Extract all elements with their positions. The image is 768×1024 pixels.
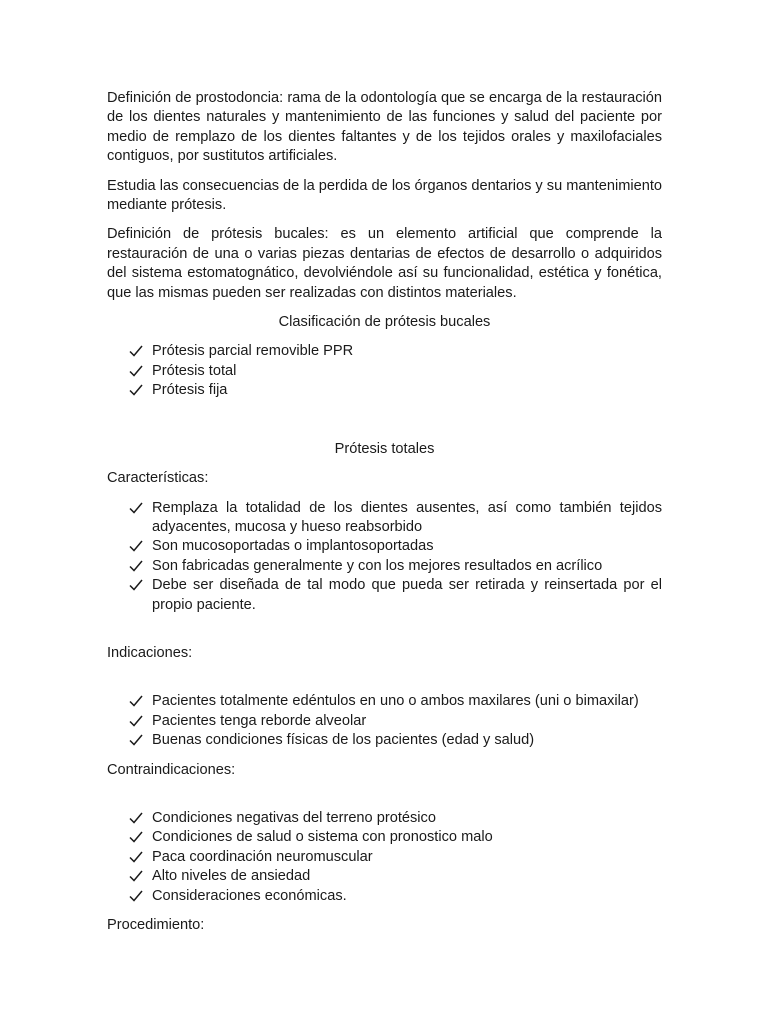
paragraph-protesis-definition: Definición de prótesis bucales: es un elemento artificial que comprende la restauración de una o varias piezas dentarias de efectos de desarrollo o adquiridos del sistema estomatognático, devolviéndole así su funcionalidad, estética y fonética, que las mismas pueden ser realizadas con distintos materiales. (107, 226, 662, 301)
list-item: Prótesis total (107, 362, 662, 381)
checkmark-icon (129, 342, 145, 361)
list-item: Alto niveles de ansiedad (107, 867, 662, 886)
list-item: Pacientes tenga reborde alveolar (107, 712, 662, 731)
list-item: Prótesis fija (107, 381, 662, 400)
checkmark-icon (129, 537, 145, 556)
list-item: Condiciones negativas del terreno protésico (107, 809, 662, 828)
heading-clasificacion: Clasificación de prótesis bucales (278, 314, 491, 331)
label-indicaciones: Indicaciones: (107, 644, 193, 661)
label-procedimiento: Procedimiento: (107, 917, 205, 933)
list-contraindicaciones (107, 809, 662, 906)
list-clasificacion (107, 342, 662, 400)
checkmark-icon (129, 381, 145, 400)
heading-protesis-totales: Prótesis totales (334, 440, 435, 457)
list-indicaciones (107, 692, 662, 750)
label-caracteristicas: Características: (107, 470, 209, 487)
checkmark-icon (129, 576, 145, 595)
list-item: Buenas condiciones físicas de los pacientes (edad y salud) (107, 731, 662, 750)
checkmark-icon (129, 362, 145, 381)
paragraph-prostodoncia-definition: Definición de prostodoncia: rama de la odontología que se encarga de la restauración de los dientes naturales y mantenimiento de las funciones y salud del paciente por medio de remplazo de los dientes faltantes y de los tejidos orales y maxilofaciales contiguos, por sustitutos artificiales. (107, 90, 662, 165)
checkmark-icon (129, 887, 145, 906)
list-item: Remplaza la totalidad de los dientes ausentes, así como también tejidos adyacentes, mucosa y hueso reabsorbido (107, 499, 662, 538)
list-item: Prótesis parcial removible PPR (107, 342, 662, 361)
list-item: Pacientes totalmente edéntulos en uno o ambos maxilares (uni o bimaxilar) (107, 692, 662, 711)
list-item: Son mucosoportadas o implantosoportadas (107, 537, 662, 556)
list-item: Debe ser diseñada de tal modo que pueda ser retirada y reinsertada por el propio paciente. (107, 576, 662, 615)
checkmark-icon (129, 731, 145, 750)
list-caracteristicas (107, 499, 662, 615)
checkmark-icon (129, 848, 145, 867)
list-item: Son fabricadas generalmente y con los mejores resultados en acrílico (107, 557, 662, 576)
checkmark-icon (129, 712, 145, 731)
list-item: Consideraciones económicas. (107, 887, 662, 906)
checkmark-icon (129, 499, 145, 518)
checkmark-icon (129, 809, 145, 828)
checkmark-icon (129, 557, 145, 576)
list-item: Condiciones de salud o sistema con pronostico malo (107, 828, 662, 847)
checkmark-icon (129, 867, 145, 886)
checkmark-icon (129, 828, 145, 847)
list-item: Paca coordinación neuromuscular (107, 848, 662, 867)
checkmark-icon (129, 692, 145, 711)
label-contraindicaciones: Contraindicaciones: (107, 761, 236, 778)
document-page (107, 89, 662, 935)
paragraph-study: Estudia las consecuencias de la perdida de los órganos dentarios y su mantenimiento mediante prótesis. (107, 177, 662, 214)
